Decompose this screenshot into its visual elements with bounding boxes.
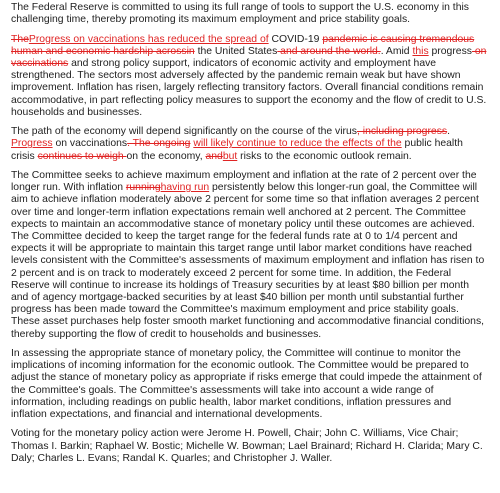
body-text: public health crisis [11,138,463,162]
paragraph-6 [11,428,489,465]
paragraph-4 [11,170,489,341]
inserted-text: Progress on vaccinations has reduced the spread of [28,33,269,45]
body-text: The Federal Reserve is committed to using its full range of tools to support the U.S. economy in this challenging time, thereby promoting its maximum employment and price stability goals. [11,2,469,26]
body-text: and strong policy support, indicators of economic activity and employment have strengthened. The sectors most adversely affected by the pandemic remain weak but have shown improvement. Inflation has risen, largely reflecting transitory factors. Overall financial conditions remain accommodative, in part reflecting policy measures to support the economy and the flow of credit to U.S. households and businesses. [11,58,487,118]
deleted-text: continues to weigh [37,150,127,162]
inserted-text: but [222,150,238,162]
deleted-text: running [125,182,161,194]
inserted-text: Progress [11,138,53,150]
deleted-text: , including progress [356,126,448,138]
deleted-text: and around the world. [277,45,381,57]
inserted-text: having run [160,182,210,194]
deleted-text: The [11,33,29,45]
paragraph-5 [11,348,489,421]
body-text: persistently below this longer-run goal, the Committee will aim to achieve inflation moderately above 2 percent for some time so that inflation averages 2 percent over time and longer-term inflation expectations remain well anchored at 2 percent. The Committee expects to maintain an accommodative stance of monetary policy until these outcomes are achieved. The Committee decided to keep the target range for the federal funds rate at 0 to 1/4 percent and expects it will be appropriate to maintain this target range until labor market conditions have reached levels consistent with the Committee's assessments of maximum employment and inflation has risen to 2 percent and is on track to moderately exceed 2 percent for some time. In addition, the Federal Reserve will continue to increase its holdings of Treasury securities by at least $80 billion per month and of agency mortgage-backed securities by at least $40 billion per month until substantial further progress has been made toward the Committee's maximum employment and price stability goals. These asset purchases help foster smooth market functioning and accommodative financial conditions, thereby supporting the flow of credit to households and businesses. [11,182,485,340]
body-text: In assessing the appropriate stance of monetary policy, the Committee will continue to monitor the implications of incoming information for the economic outlook. The Committee would be prepared to adjust the stance of monetary policy as appropriate if risks emerge that could impede the attainment of the Committee's goals. The Committee's assessments will take into account a wide range of information, including readings on public health, labor market conditions, inflation pressures and inflation expectations, and financial and international developments. [11,348,482,421]
deleted-text: and [205,150,223,162]
paragraph-2 [11,34,489,119]
deleted-text: pandemic is causing tremendous human and economic hardship acrossin [11,33,475,57]
body-text: on the economy, [126,150,206,162]
paragraph-1 [11,2,489,26]
body-text: risks to the economic outlook remain. [237,150,412,162]
deleted-text: on vaccinations [11,45,487,69]
inserted-text: will likely continue to reduce the effects of the [193,138,402,150]
inserted-text: this [412,45,429,57]
body-text: COVID-19 [268,33,323,45]
body-text: the United States [194,45,278,57]
body-text: progress [428,45,472,57]
body-text: Voting for the monetary policy action were Jerome H. Powell, Chair; John C. Williams, Vice Chair; Thomas I. Barkin; Raphael W. Bostic; Michelle W. Bowman; Lael Brainard; Richard H. Clarida; Mary C. Daly; Charles L. Evans; Randal K. Quarles; and Christopher J. Waller. [11,428,483,464]
body-text: . Amid [380,45,413,57]
deleted-text: . The ongoing [127,138,191,150]
body-text: on vaccinations [52,138,128,150]
body-text: The path of the economy will depend significantly on the course of the virus [11,126,357,138]
paragraph-3 [11,126,489,163]
body-text: The Committee seeks to achieve maximum employment and inflation at the rate of 2 percent over the longer run. With inflation [11,170,477,194]
body-text: . [447,126,450,138]
